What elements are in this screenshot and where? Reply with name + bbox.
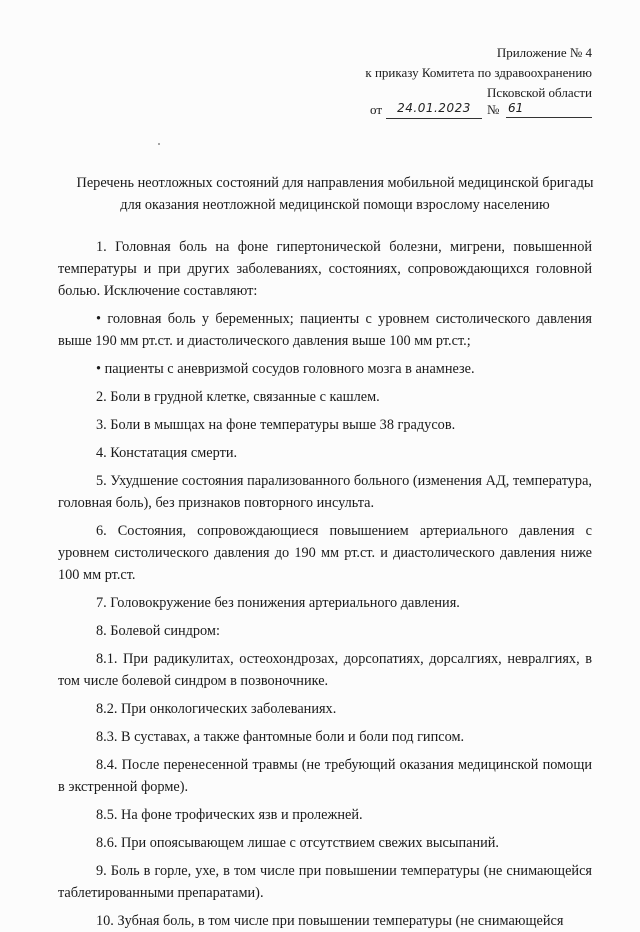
list-item: 9. Боль в горле, ухе, в том числе при повышении температуры (не снимающейся таблетированными препаратами).: [58, 863, 592, 901]
list-item: • головная боль у беременных; пациенты с уровнем систолического давления выше 190 мм рт.ст. и диастолического давления выше 100 мм рт.ст.;: [58, 311, 592, 349]
list-item: 3. Боли в мышцах на фоне температуры выше 38 градусов.: [96, 417, 456, 433]
appendix-number: Приложение № 4: [496, 45, 592, 60]
appendix-region: Псковской области: [487, 85, 592, 100]
list-item: 2. Боли в грудной клетке, связанные с кашлем.: [96, 389, 380, 405]
appendix-order-ref: к приказу Комитета по здравоохранению: [365, 65, 592, 80]
list-item: 5. Ухудшение состояния парализованного больного (изменения АД, температура, головная боль), без признаков повторного инсульта.: [58, 473, 592, 511]
list-item: 10. Зубная боль, в том числе при повышении температуры (не снимающейся: [96, 913, 564, 929]
list-item: 8.3. В суставах, а также фантомные боли и боли под гипсом.: [96, 729, 465, 745]
document-body: [58, 236, 592, 932]
appendix-header: [365, 43, 592, 103]
order-date-number: [370, 100, 592, 120]
scan-speck: [158, 143, 160, 145]
document-title: Перечень неотложных состояний для направления мобильной медицинской бригады для оказания неотложной медицинской помощи взрослому населению: [76, 175, 594, 213]
list-item: 6. Состояния, сопровождающиеся повышением артериального давления с уровнем систолического давления до 190 мм рт.ст. и диастолического давления ниже 100 мм рт.ст.: [58, 523, 592, 583]
list-item: 8.4. После перенесенной травмы (не требующий оказания медицинской помощи в экстренной форме).: [58, 757, 592, 795]
order-number-sign: №: [487, 102, 500, 117]
list-item: • пациенты с аневризмой сосудов головного мозга в анамнезе.: [96, 361, 475, 377]
list-item: 8.1. При радикулитах, остеохондрозах, дорсопатиях, дорсалгиях, невралгиях, в том числе болевой синдром в позвоночнике.: [58, 651, 592, 689]
list-item: 7. Головокружение без понижения артериального давления.: [96, 595, 460, 611]
list-item: 8.6. При опоясывающем лишае с отсутствием свежих высыпаний.: [96, 835, 499, 851]
order-number-handwritten: 61: [506, 100, 592, 118]
list-item: 1. Головная боль на фоне гипертонической болезни, мигрени, повышенной температуры и при других заболеваниях, состояниях, сопровождающихся головной болью. Исключение составляют:: [58, 239, 592, 299]
order-date-prefix: от: [370, 102, 383, 117]
list-item: 4. Констатация смерти.: [96, 445, 238, 461]
list-item: 8.5. На фоне трофических язв и пролежней.: [96, 807, 363, 823]
order-date-handwritten: 24.01.2023: [386, 100, 482, 119]
list-item: 8. Болевой синдром:: [96, 623, 220, 639]
list-item: 8.2. При онкологических заболеваниях.: [96, 701, 337, 717]
